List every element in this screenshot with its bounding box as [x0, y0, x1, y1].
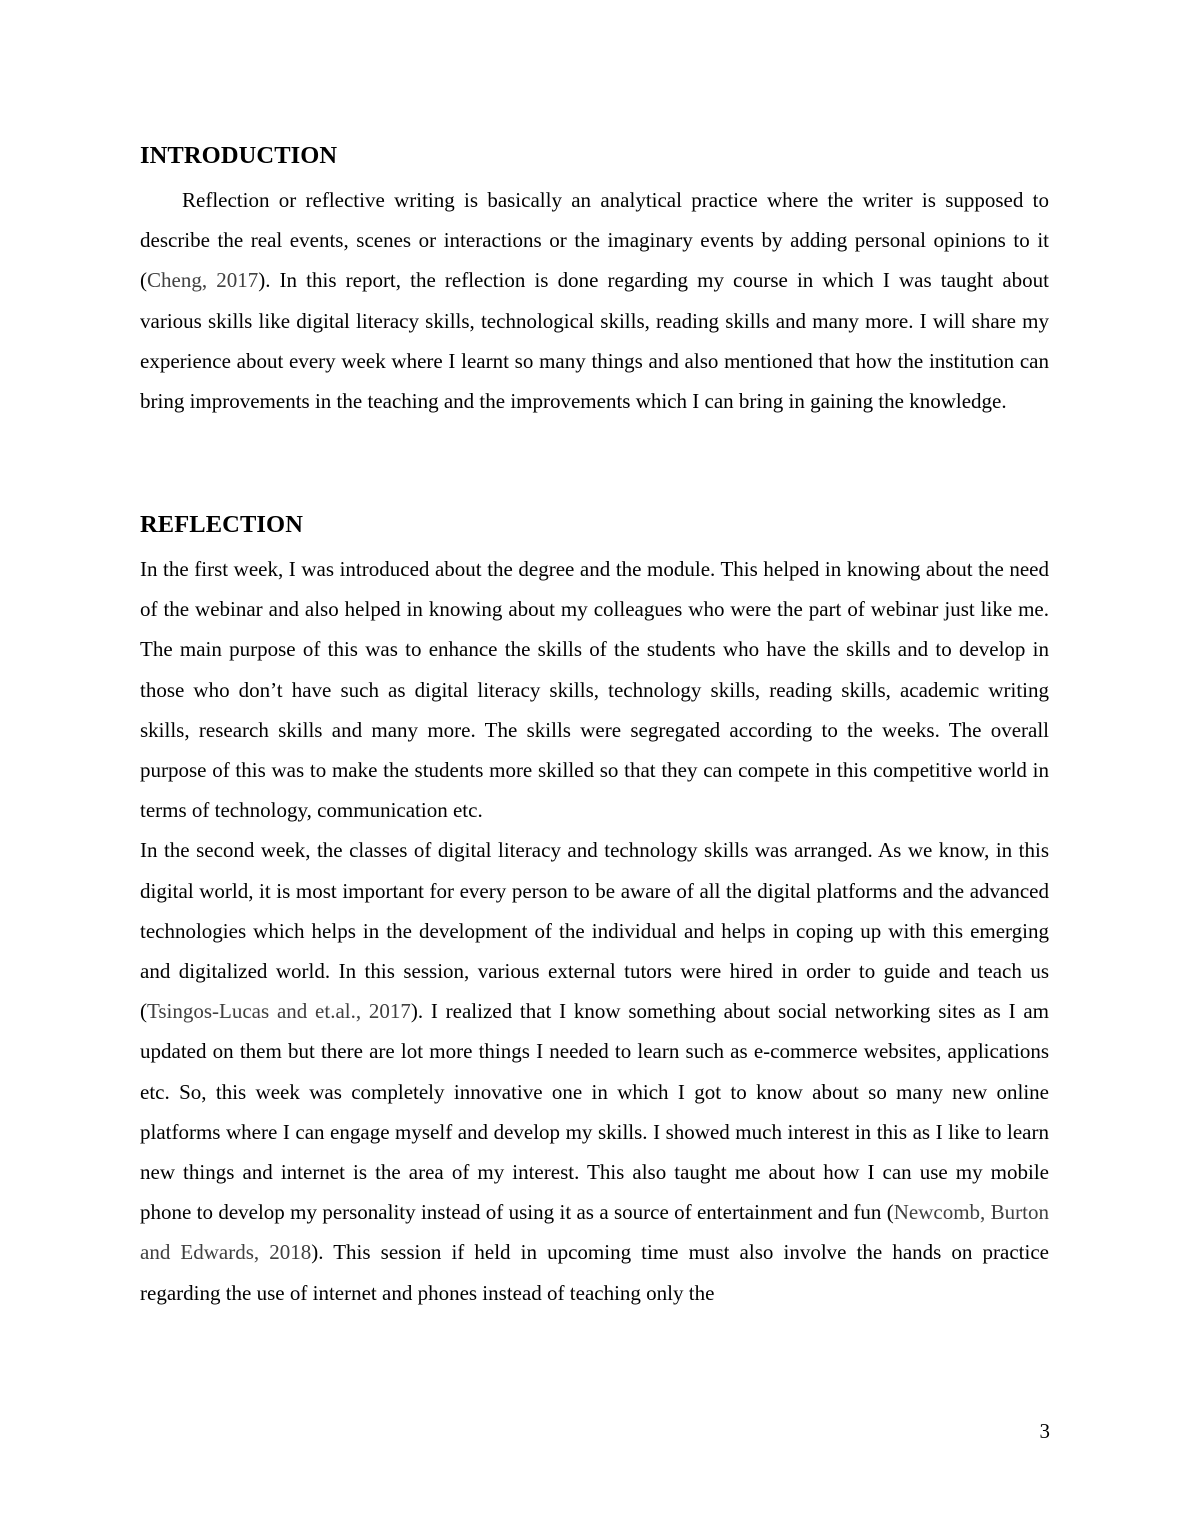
week2-text-part-2: ). I realized that I know something about social networking sites as I am updated on them but there are lot more things I needed to learn such as e-commerce websites, applications etc. So, this week was completely innovative one in which I got to know about so many new online platforms where I can engage myself and develop my skills. I showed much interest in this as I like to learn new things and internet is the area of my interest. This also taught me about how I can use my mobile phone to develop my personality instead of using it as a source of entertainment and fun (	[140, 999, 1049, 1225]
week2-text-part-1: In the second week, the classes of digital literacy and technology skills was arranged. As we know, in this digital world, it is most important for every person to be aware of all the digital platforms and the advanced technologies which helps in the development of the individual and helps in coping up with this emerging and digitalized world. In this session, various external tutors were hired in order to guide and teach us (	[140, 838, 1049, 1024]
reflection-body	[140, 549, 1049, 1313]
citation-cheng: Cheng, 2017	[147, 268, 259, 293]
week2-text-part-3: ). This session if held in upcoming time must also involve the hands on practice regarding the use of internet and phones instead of teaching only the	[140, 1240, 1049, 1305]
citation-newcomb: Newcomb, Burton and Edwards, 2018	[140, 1200, 1049, 1265]
citation-tsingos-lucas: Tsingos-Lucas and et.al., 2017	[147, 999, 411, 1024]
introduction-heading: INTRODUCTION	[140, 142, 338, 169]
intro-text-after-citation: ). In this report, the reflection is done regarding my course in which I was taught about various skills like digital literacy skills, technological skills, reading skills and many more. I will share my experience about every week where I learnt so many things and also mentioned that how the institution can bring improvements in the teaching and the improvements which I can bring in gaining the knowledge.	[140, 268, 1050, 414]
page-number: 3	[1039, 1419, 1050, 1443]
reflection-paragraph-week-2	[140, 830, 1049, 1312]
reflection-heading: REFLECTION	[140, 511, 304, 538]
intro-text-before-citation: Reflection or reflective writing is basically an analytical practice where the writer is supposed to describe the real events, scenes or interactions or the imaginary events by adding personal opinions to it (	[140, 188, 1049, 293]
reflection-paragraph-week-1: In the first week, I was introduced about the degree and the module. This helped in knowing about the need of the webinar and also helped in knowing about my colleagues who were the part of webinar just like me. The main purpose of this was to enhance the skills of the students who have the skills and to develop in those who don’t have such as digital literacy skills, technology skills, reading skills, academic writing skills, research skills and many more. The skills were segregated according to the weeks. The overall purpose of this was to make the students more skilled so that they can compete in this competitive world in terms of technology, communication etc.	[140, 557, 1049, 823]
introduction-paragraph	[140, 180, 1049, 421]
